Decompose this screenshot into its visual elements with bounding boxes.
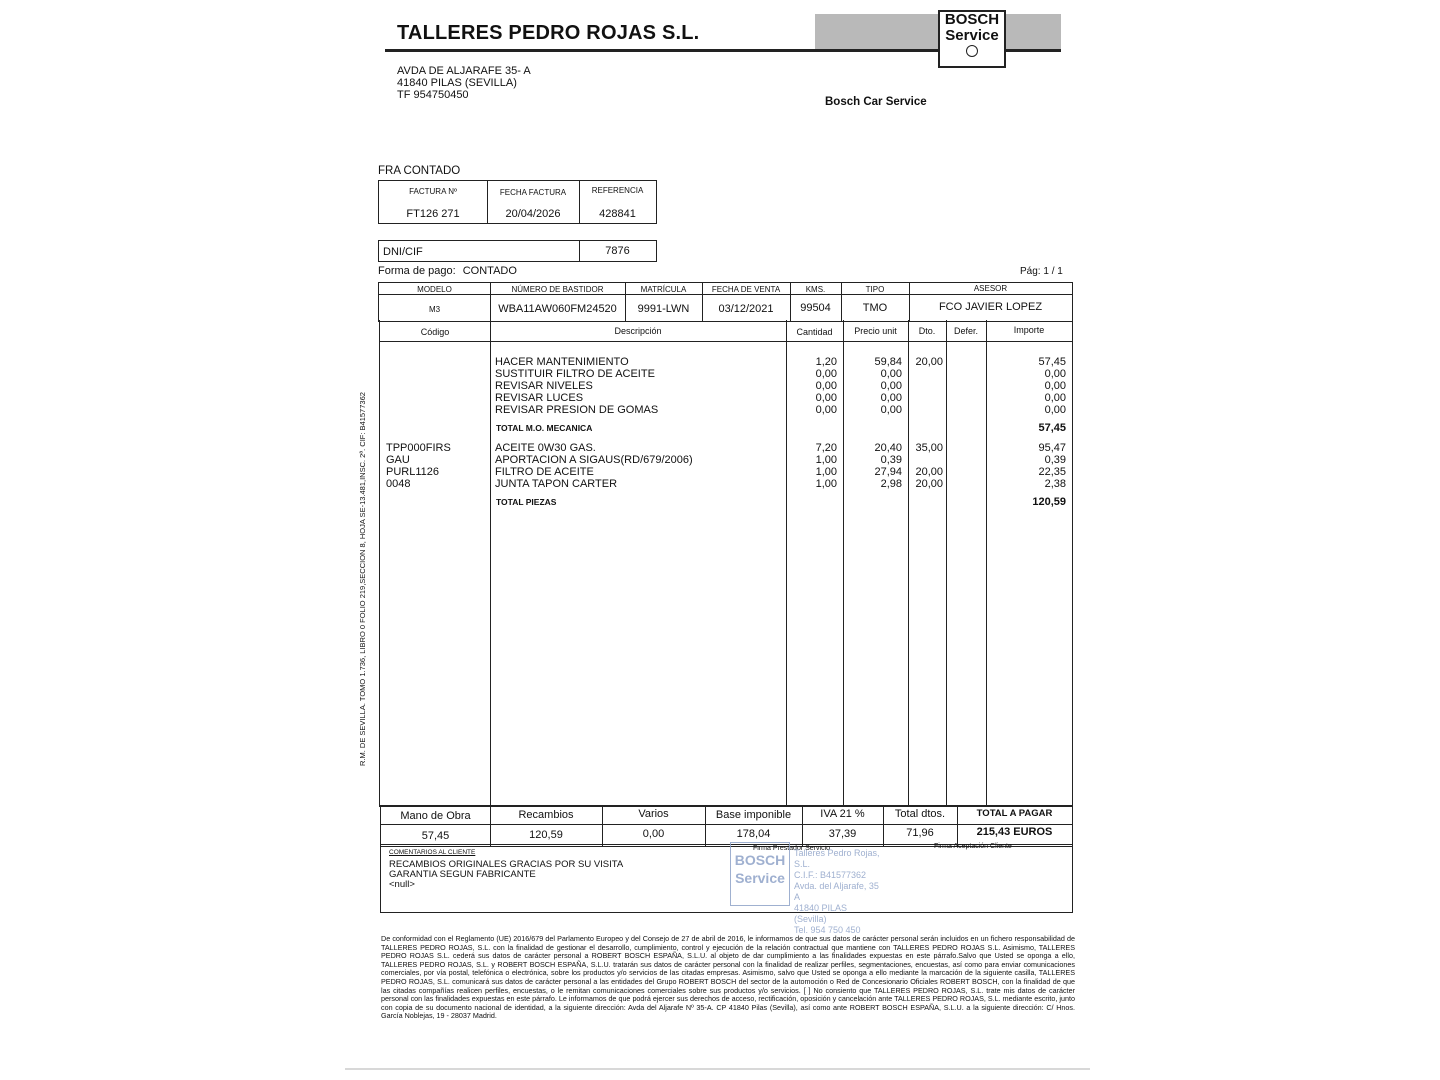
row-dto: 20,00 (915, 466, 943, 478)
row-desc: FILTRO DE ACEITE (495, 466, 594, 478)
row-price: 0,00 (880, 368, 902, 380)
row-amount: 22,35 (1038, 466, 1066, 478)
row-desc: REVISAR NIVELES (495, 380, 593, 392)
matricula-label: MATRÍCULA (640, 285, 687, 294)
payment-method (378, 265, 517, 277)
col-defer: Defer. (953, 326, 978, 336)
invoice-type: FRA CONTADO (378, 165, 461, 177)
row-amount: 0,00 (1044, 380, 1066, 392)
col-cantidad: Cantidad (796, 327, 833, 337)
items-table (379, 320, 1073, 807)
asesor-value: FCO JAVIER LOPEZ (938, 301, 1043, 313)
stamp-cif: C.I.F.: B41577362 (794, 870, 867, 880)
comments-box (380, 844, 1073, 913)
stamp-brand-2: Service (735, 870, 785, 886)
tipo-value: TMO (862, 302, 888, 314)
company-name: TALLERES PEDRO ROJAS S.L. (397, 22, 700, 44)
table-row (380, 442, 1072, 454)
row-amount: 95,47 (1038, 442, 1066, 454)
pago-value: CONTADO (462, 265, 517, 277)
bosch-emblem-icon (966, 45, 978, 57)
table-row (380, 478, 1072, 490)
table-row (380, 356, 1072, 368)
kms-label: KMS. (805, 285, 826, 294)
row-desc: HACER MANTENIMIENTO (495, 356, 629, 368)
table-row (380, 454, 1072, 466)
row-amount: 57,45 (1038, 356, 1066, 368)
parts-total-label: TOTAL PIEZAS (496, 497, 557, 507)
firma-prestador: Firma Prestador Servicio (753, 845, 831, 852)
mano-obra-label: Mano de Obra (400, 810, 471, 822)
base-label: Base imponible (715, 809, 792, 821)
stamp-brand-1: BOSCH (734, 852, 786, 868)
col-descripcion: Descripción (614, 326, 662, 336)
dni-label: DNI/CIF (383, 246, 423, 258)
referencia-value: 428841 (599, 208, 636, 220)
stamp-city: 41840 PILAS (Sevilla) (794, 903, 848, 924)
row-price: 0,39 (880, 454, 902, 466)
legal-notice: De conformidad con el Reglamento (UE) 2016/679 del Parlamento Europeo y del Consejo de 27 de abril de 2016, le informamos de que sus datos de carácter personal serán incluidos en un fichero responsabilidad de TALLERES PEDRO ROJAS, S.L. con la finalidad de gestionar el desarrollo, cumplimiento, control y ejecución de la relación contractual que mantiene con TALLERES PEDRO ROJAS S.L. Asimismo, TALLERES PEDRO ROJAS S.L. cederá sus datos de carácter personal a ROBERT BOSCH ESPAÑA, S.L.U. al objeto de dar cumplimiento a las finalidades expuestas en este párrafo.Salvo que Usted se oponga a ello, TALLERES PEDRO ROJAS, S.L. y ROBERT BOSCH ESPAÑA, S.L.U. tratarán sus datos de carácter personal con la finalidad de realizar perfiles, segmentaciones, encuestas, así como para enviar comunicaciones comerciales, por vía postal, telefónica o electrónica, sobre los productos y/o servicios de las citadas empresas. Asimismo, salvo que Usted se oponga a ello mediante la marcación de la siguiente casilla, TALLERES PEDRO ROJAS, S.L. comunicará sus datos de carácter personal a las entidades del Grupo ROBERT BOSCH del sector de la automoción o Red de Concesionario Oficiales ROBERT BOSCH, con la finalidad de que las citadas compañías realicen perfiles, encuestas, o le remitan comunicaciones comerciales sobre sus productos y/o servicios. [ ] No consiento que TALLERES PEDRO ROJAS, S.L. trate mis datos de carácter personal con las finalidades expuestas en este párrafo. Le informamos de que podrá ejercer sus derechos de acceso, rectificación, oposición y cancelación ante TALLERES PEDRO ROJAS, S.L. mediante escrito, junto con copia de su documento nacional de identidad, a la siguiente dirección: Avda del Aljarafe Nº 35-A. CP 41840 Pilas (Sevilla), así como ante ROBERT BOSCH ESPAÑA, S.L.U. a la siguiente dirección: C/ Hnos. García Noblejas, 19 - 28037 Madrid. (381, 934, 1075, 1021)
bastidor-value: WBA11AW060FM24520 (498, 303, 617, 315)
row-desc: REVISAR LUCES (495, 392, 584, 404)
comment-line-3: <null> (389, 879, 415, 890)
phone: TF 954750450 (397, 89, 469, 101)
labor-total-value: 57,45 (1038, 422, 1066, 434)
dtos-value: 71,96 (906, 827, 934, 839)
parts-total-row (380, 496, 1072, 508)
fecha-factura-label: FECHA FACTURA (499, 188, 567, 197)
totals-box (380, 805, 1073, 847)
table-row (380, 404, 1072, 416)
logo-line-1: BOSCH (944, 11, 1000, 28)
row-price: 0,00 (880, 392, 902, 404)
row-code: 0048 (386, 478, 411, 490)
labor-total-label: TOTAL M.O. MECANICA (496, 423, 593, 433)
col-dto: Dto. (918, 326, 936, 336)
row-qty: 1,00 (815, 478, 837, 490)
stamp-tel: Tel. 954 750 450 (794, 925, 861, 935)
company-stamp (730, 842, 880, 935)
col-codigo: Código (420, 327, 450, 337)
row-qty: 0,00 (815, 392, 837, 404)
iva-label: IVA 21 % (820, 808, 865, 820)
row-desc: APORTACION A SIGAUS(RD/679/2006) (495, 454, 693, 466)
row-qty: 1,00 (815, 454, 837, 466)
bosch-car-service-label: Bosch Car Service (825, 96, 927, 108)
row-amount: 0,00 (1044, 368, 1066, 380)
row-amount: 2,38 (1044, 478, 1066, 490)
fecha-factura-value: 20/04/2026 (505, 208, 561, 220)
bosch-service-logo (938, 10, 1006, 68)
table-row (380, 368, 1072, 380)
vehicle-box (378, 282, 1073, 322)
registry-side-text: R.M. DE SEVILLA. TOMO 1.736, LIBRO 0 FOLIO 219,SECCION 8, HOJA SE-13.481,INSC. 2ª. CIF: B41577362 (358, 392, 367, 766)
dni-box (378, 240, 657, 262)
varios-label: Varios (638, 808, 669, 820)
row-price: 0,00 (880, 404, 902, 416)
row-amount: 0,00 (1044, 392, 1066, 404)
stamp-name: Talleres Pedro Rojas, S.L. (794, 848, 880, 869)
company-address (397, 65, 531, 101)
recambios-label: Recambios (518, 809, 574, 821)
stamp-text (794, 848, 880, 936)
row-price: 0,00 (880, 380, 902, 392)
asesor-label: ASESOR (973, 284, 1008, 293)
row-qty: 7,20 (815, 442, 837, 454)
row-desc: SUSTITUIR FILTRO DE ACEITE (495, 368, 655, 380)
row-qty: 0,00 (815, 380, 837, 392)
total-pagar-value: 215,43 EUROS (976, 826, 1053, 838)
pago-label: Forma de pago: (378, 265, 456, 277)
col-importe: Importe (1013, 325, 1045, 335)
comment-line-1: RECAMBIOS ORIGINALES GRACIAS POR SU VISITA (389, 859, 624, 870)
modelo-value: M3 (428, 305, 441, 314)
row-price: 59,84 (874, 356, 902, 368)
row-qty: 1,00 (815, 466, 837, 478)
row-amount: 0,39 (1044, 454, 1066, 466)
row-dto: 20,00 (915, 356, 943, 368)
page-number: Pág: 1 / 1 (1020, 266, 1063, 277)
logo-line-2: Service (945, 27, 999, 44)
row-amount: 0,00 (1044, 404, 1066, 416)
row-code: PURL1126 (386, 466, 439, 478)
table-row (380, 392, 1072, 404)
modelo-label: MODELO (417, 285, 452, 294)
total-pagar-label: TOTAL A PAGAR (976, 808, 1053, 819)
fecha-venta-label: FECHA DE VENTA (711, 285, 781, 294)
row-desc: REVISAR PRESION DE GOMAS (495, 404, 659, 416)
col-precio: Precio unit (854, 326, 897, 336)
row-price: 20,40 (874, 442, 902, 454)
bastidor-label: NÚMERO DE BASTIDOR (511, 285, 604, 294)
scan-edge (345, 1068, 1090, 1070)
mano-obra-value: 57,45 (421, 830, 450, 842)
base-value: 178,04 (736, 828, 771, 840)
recambios-value: 120,59 (529, 829, 563, 841)
tipo-label: TIPO (865, 285, 885, 294)
matricula-value: 9991-LWN (637, 303, 690, 315)
row-price: 27,94 (874, 466, 902, 478)
row-dto: 35,00 (915, 442, 943, 454)
row-qty: 0,00 (815, 368, 837, 380)
varios-value: 0,00 (642, 828, 665, 840)
row-desc: ACEITE 0W30 GAS. (495, 442, 596, 454)
comments-label: COMENTARIOS AL CLIENTE (389, 849, 476, 856)
address-line-1: AVDA DE ALJARAFE 35- A (397, 65, 531, 77)
row-price: 2,98 (880, 478, 902, 490)
stamp-logo (730, 842, 790, 906)
row-dto: 20,00 (915, 478, 943, 490)
firma-cliente: Firma Aceptación Cliente (934, 843, 1012, 850)
dtos-label: Total dtos. (894, 808, 946, 820)
comments-text (389, 860, 623, 890)
iva-value: 37,39 (828, 828, 857, 840)
factura-number: FT126 271 (406, 208, 460, 220)
fecha-venta-value: 03/12/2021 (718, 303, 774, 315)
invoice-header-box (378, 180, 657, 224)
row-qty: 1,20 (815, 356, 837, 368)
factura-label: FACTURA Nº (409, 187, 457, 196)
row-code: GAU (386, 454, 410, 466)
dni-value: 7876 (605, 245, 630, 257)
table-row (380, 466, 1072, 478)
row-code: TPP000FIRS (386, 442, 451, 454)
referencia-label: REFERENCIA (591, 186, 644, 195)
row-desc: JUNTA TAPON CARTER (495, 478, 618, 490)
labor-total-row (380, 422, 1072, 434)
comment-line-2: GARANTIA SEGUN FABRICANTE (389, 869, 536, 880)
parts-total-value: 120,59 (1032, 496, 1066, 508)
stamp-addr: Avda. del Aljarafe, 35 A (794, 881, 879, 902)
table-row (380, 380, 1072, 392)
address-line-2: 41840 PILAS (SEVILLA) (397, 77, 517, 89)
row-qty: 0,00 (815, 404, 837, 416)
kms-value: 99504 (800, 302, 831, 314)
